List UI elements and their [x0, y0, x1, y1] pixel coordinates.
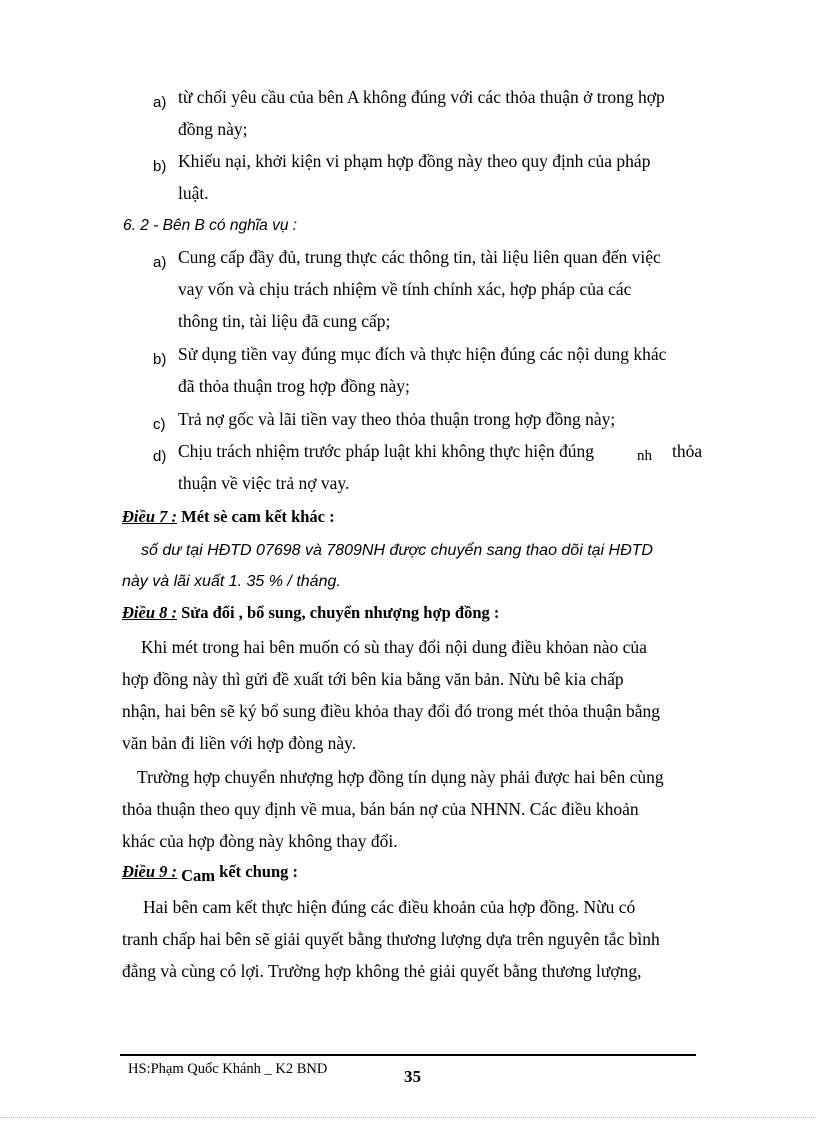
list-item-line: Trả nợ gốc và lãi tiền vay theo thỏa thuận trong hợp đồng này;: [178, 409, 616, 429]
list-item-line: Cung cấp đầy đủ, trung thực các thông tin, tài liệu liên quan đến việc: [178, 247, 661, 267]
list-item-line: thuận về việc trả nợ vay.: [178, 473, 350, 493]
article-title: Mét sè cam kết khác :: [177, 507, 335, 526]
article-body-line: Trường hợp chuyển nhượng hợp đồng tín dụng này phải được hai bên cùng: [137, 767, 664, 787]
article-body-line: khác của hợp đòng này không thay đổi.: [122, 831, 398, 851]
article-body-line: số dư tại HĐTD 07698 và 7809NH được chuyển sang thao dõi tại HĐTD: [141, 542, 653, 559]
article-heading: [122, 861, 298, 883]
inline-fragment: nh: [637, 448, 652, 464]
list-marker: d): [153, 448, 167, 465]
footer-divider: [120, 1054, 696, 1056]
page-number: 35: [404, 1067, 421, 1086]
list-item-line: thông tin, tài liệu đã cung cấp;: [178, 311, 391, 331]
list-item-line: đồng này;: [178, 119, 248, 139]
article-body-line: nhận, hai bên sẽ ký bổ sung điều khỏa thay đổi đó trong mét thỏa thuận bằng: [122, 701, 661, 721]
article-body-line: tranh chấp hai bên sẽ giải quyết bằng thương lượng dựa trên nguyên tắc bình: [122, 929, 660, 949]
article-title: Cam: [177, 866, 216, 885]
list-item-line: đã thỏa thuận trog hợp đồng này;: [178, 376, 410, 396]
article-label: Điều 7 :: [122, 507, 177, 526]
article-body-line: văn bản đi liền với hợp đòng này.: [122, 733, 357, 753]
list-marker: b): [153, 158, 167, 175]
list-item-line: từ chối yêu cầu của bên A không đúng với các thỏa thuận ở trong hợp: [178, 87, 665, 107]
article-body-line: Khi mét trong hai bên muốn có sù thay đổi nội dung điều khỏan nào của: [141, 637, 647, 657]
article-title: Sửa đổi , bổ sung, chuyển nhượng hợp đồng :: [177, 603, 500, 622]
article-label: Điều 8 :: [122, 603, 177, 622]
list-item-line: Sử dụng tiền vay đúng mục đích và thực hiện đúng các nội dung khác: [178, 344, 667, 364]
article-body-line: thỏa thuận theo quy định về mua, bán bán nợ của NHNN. Các điều khoản: [122, 799, 639, 819]
article-body-line: này và lãi xuất 1. 35 % / tháng.: [122, 573, 341, 590]
inline-fragment: thỏa: [672, 441, 703, 461]
list-marker: c): [153, 416, 166, 433]
list-item-line: Chịu trách nhiệm trước pháp luật khi không thực hiện đúng: [178, 441, 595, 461]
list-marker: a): [153, 94, 167, 111]
article-body-line: Hai bên cam kết thực hiện đúng các điều khoản của hợp đồng. Nừu có: [143, 897, 636, 917]
list-marker: b): [153, 351, 167, 368]
list-marker: a): [153, 254, 167, 271]
section-heading: 6. 2 - Bên B có nghĩa vụ :: [123, 217, 298, 234]
article-heading: [122, 602, 499, 624]
article-body-line: hợp đồng này thì gửi đề xuất tới bên kia bằng văn bản. Nừu bê kia chấp: [122, 669, 624, 689]
list-item-line: Khiếu nại, khởi kiện vi phạm hợp đồng này theo quy định của pháp: [178, 151, 651, 171]
list-item-line: luật.: [178, 183, 209, 203]
article-heading: [122, 506, 335, 528]
article-title: kết chung :: [215, 862, 299, 881]
list-item-line: vay vốn và chịu trách nhiệm về tính chính xác, hợp pháp của các: [178, 279, 632, 299]
article-label: Điều 9 :: [122, 862, 177, 881]
page-edge: [0, 1117, 816, 1118]
footer-author: HS:Phạm Quốc Khánh _ K2 BND: [128, 1061, 328, 1077]
article-body-line: đẳng và cùng có lợi. Trường hợp không thẻ giải quyết bằng thương lượng,: [122, 961, 642, 981]
